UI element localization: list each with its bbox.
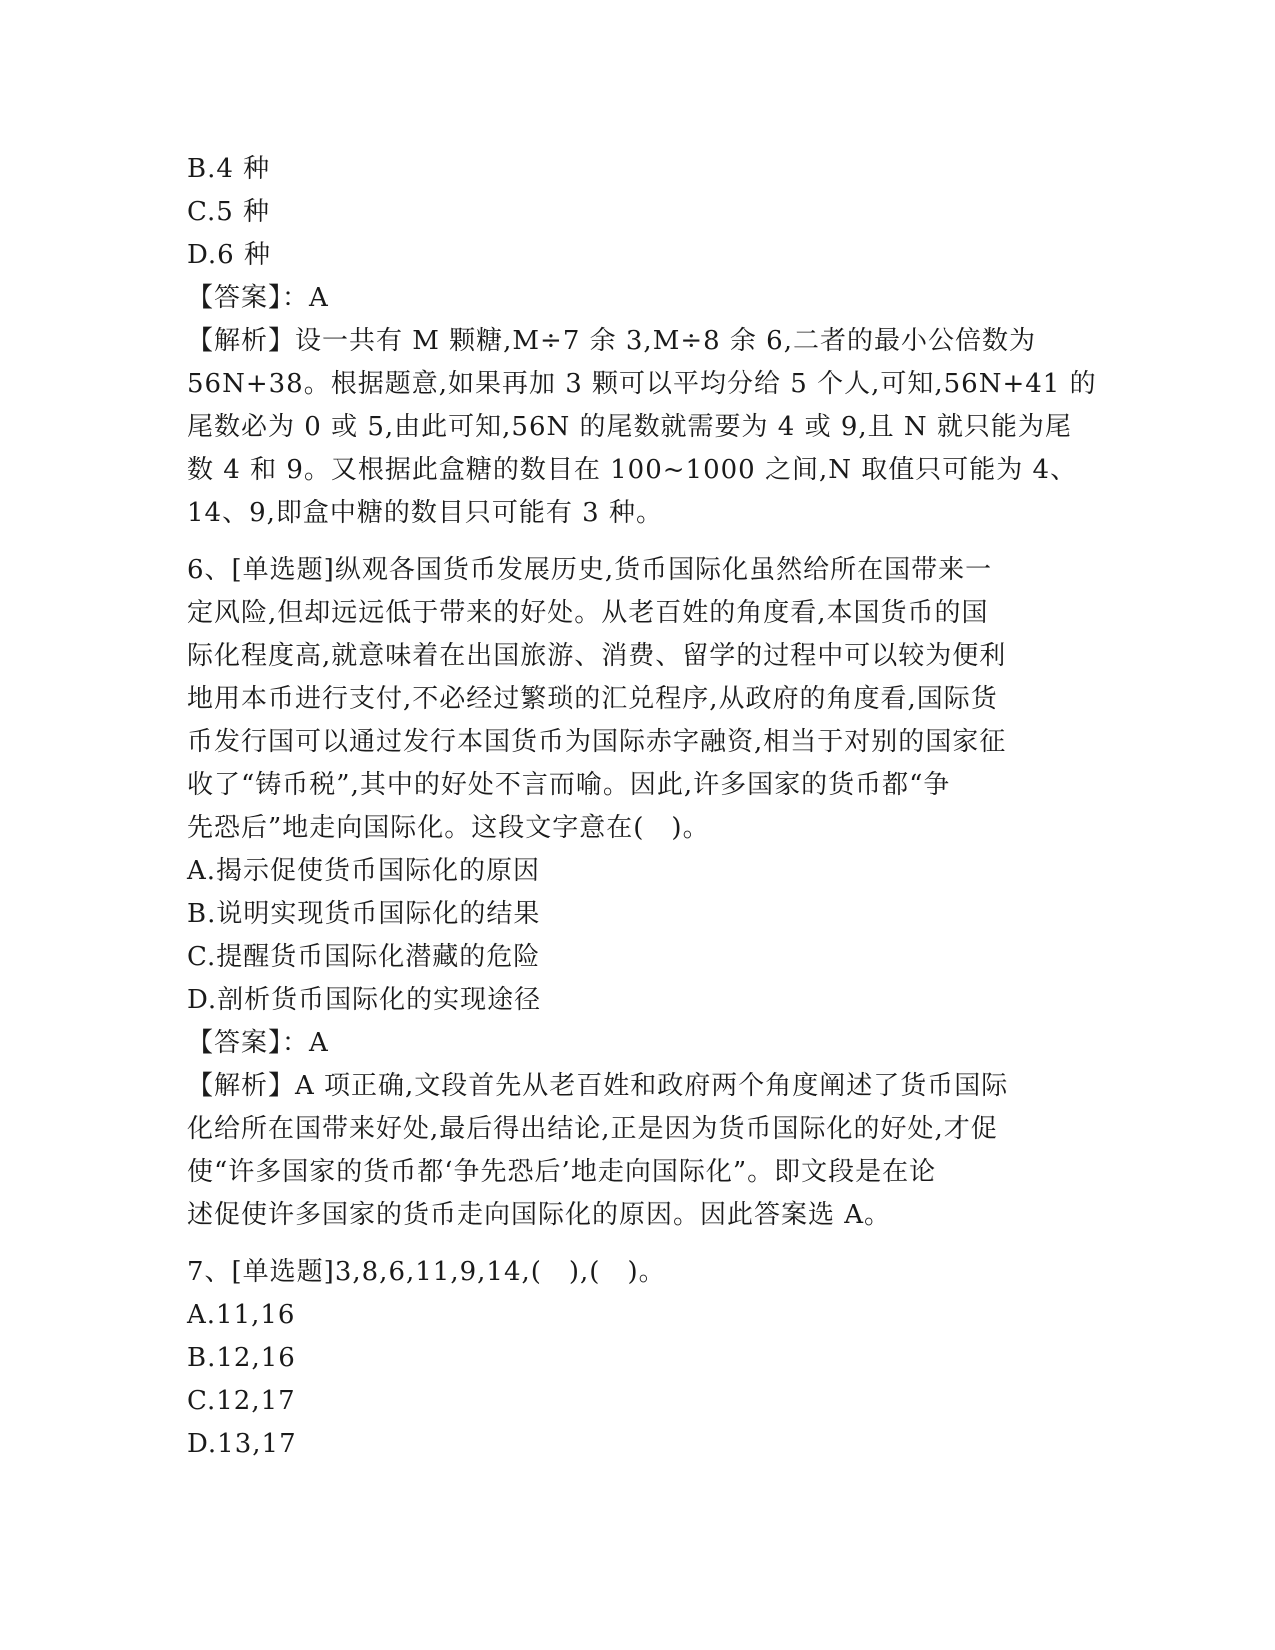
explanation-line: 数 4 和 9。又根据此盒糖的数目在 100~1000 之间,N 取值只可能为 4、 [187, 455, 1078, 485]
spacer [187, 535, 1092, 549]
option-c: C.12,17 [187, 1386, 296, 1416]
answer-line: 【答案】：A [187, 283, 329, 313]
explanation-line: 使“许多国家的货币都‘争先恐后’地走向国际化”。即文段是在论 [187, 1157, 937, 1187]
question-stem [187, 549, 1092, 850]
question-5 [187, 148, 1097, 535]
option-c: C.5 种 [187, 197, 271, 227]
spacer [187, 1237, 1092, 1251]
option-b: B.说明实现货币国际化的结果 [187, 899, 541, 929]
explanation [187, 1065, 1092, 1237]
option-c: C.提醒货币国际化潜藏的危险 [187, 942, 541, 972]
option-b: B.12,16 [187, 1343, 296, 1373]
stem-line: 6、[单选题]纵观各国货币发展历史,货币国际化虽然给所在国带来一 [187, 555, 993, 585]
option-d: D.剖析货币国际化的实现途径 [187, 985, 542, 1015]
option-d: D.6 种 [187, 240, 271, 270]
question-6 [187, 549, 1092, 1237]
question-stem: 7、[单选题]3,8,6,11,9,14,( ),( )。 [187, 1257, 666, 1287]
stem-line: 际化程度高,就意味着在出国旅游、消费、留学的过程中可以较为便利 [187, 641, 1007, 671]
answer-line: 【答案】：A [187, 1028, 329, 1058]
document-page [187, 148, 1097, 1466]
stem-line: 收了“铸币税”,其中的好处不言而喻。因此,许多国家的货币都“争 [187, 770, 951, 800]
explanation-line: 56N+38。根据题意,如果再加 3 颗可以平均分给 5 个人,可知,56N+41 的 [187, 369, 1097, 399]
option-d: D.13,17 [187, 1429, 297, 1459]
stem-line: 地用本币进行支付,不必经过繁琐的汇兑程序,从政府的角度看,国际货 [187, 684, 998, 714]
explanation-line: 【解析】A 项正确,文段首先从老百姓和政府两个角度阐述了货币国际 [187, 1071, 1009, 1101]
option-a: A.11,16 [187, 1300, 296, 1330]
explanation-line: 述促使许多国家的货币走向国际化的原因。因此答案选 A。 [187, 1200, 892, 1230]
explanation-line: 【解析】设一共有 M 颗糖,M÷7 余 3,M÷8 余 6,二者的最小公倍数为 [187, 326, 1036, 356]
explanation-line: 化给所在国带来好处,最后得出结论,正是因为货币国际化的好处,才促 [187, 1114, 998, 1144]
explanation [187, 320, 1097, 535]
option-b: B.4 种 [187, 154, 271, 184]
stem-line: 币发行国可以通过发行本国货币为国际赤字融资,相当于对别的国家征 [187, 727, 1007, 757]
option-a: A.揭示促使货币国际化的原因 [187, 856, 541, 886]
stem-line: 定风险,但却远远低于带来的好处。从老百姓的角度看,本国货币的国 [187, 598, 989, 628]
explanation-line: 尾数必为 0 或 5,由此可知,56N 的尾数就需要为 4 或 9,且 N 就只能为尾 [187, 412, 1072, 442]
explanation-line: 14、9,即盒中糖的数目只可能有 3 种。 [187, 498, 663, 528]
question-7 [187, 1251, 1092, 1466]
stem-line: 先恐后”地走向国际化。这段文字意在( )。 [187, 813, 710, 843]
